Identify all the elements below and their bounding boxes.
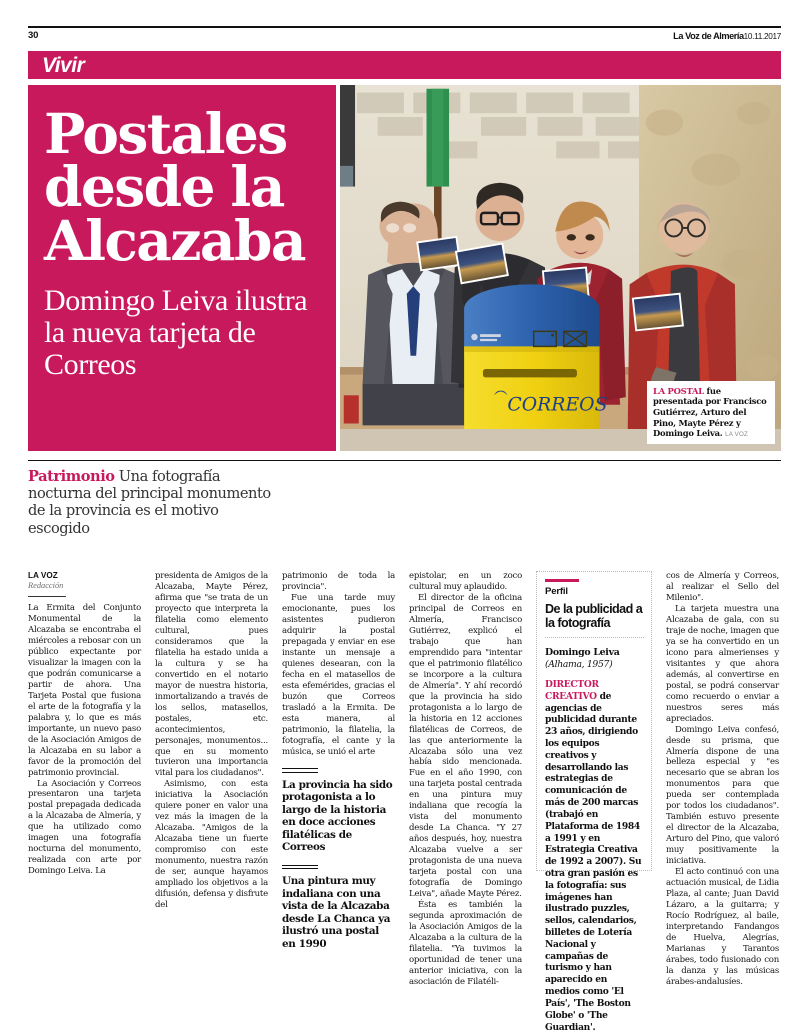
perfil-sidebar: [536, 571, 652, 1033]
paragraph: Domingo Leiva confesó, desde su prisma, que Almería dispone de una belleza especial y "es necesario que se abran los monumentos para que pueda ser contemplada por todos los ciudadanos". También estuvo presente el director de la Alcazaba, Arturo del Pino, que valoró muy positivamente la iniciativa.: [666, 724, 779, 867]
text-column-4: [409, 571, 522, 987]
article-photo: [340, 85, 781, 451]
pullquote-1: [282, 768, 395, 853]
byline-author: LA VOZ: [28, 571, 58, 580]
perfil-role: DIRECTOR CREATIVO: [545, 678, 599, 702]
mailbox: [464, 284, 607, 429]
newspaper-page: [0, 26, 809, 1033]
paragraph: El acto continuó con una actuación musical, de Lidia Plaza, al cante; Juan David Lázaro, a la guitarra; y Rocío Rodríguez, al baile, interpretando Fandangos de Huelva, Alegrías, Marianas y Tarantos árabes, todo fusionado con la danza y las músicas árabes-andalusíes.: [666, 867, 779, 987]
pullquote-rule: [282, 768, 318, 772]
byline-role: Redacción: [28, 581, 64, 590]
text-column-6: [666, 571, 779, 987]
lede-block: [28, 460, 781, 537]
photo-illustration: [340, 85, 781, 429]
paragraph: La Asociación y Correos presentaron una tarjeta postal prepagada dedicada a la Alcazaba de Almería, y que ha utilizado como imagen una fotografía nocturna del monumento, realizada con arte por Domingo Leiva. La: [28, 778, 141, 877]
section-bar: [28, 51, 781, 79]
paragraph: La tarjeta muestra una Alcazaba de gala, con su traje de noche, imagen que ya se ha convertido en un icono para almerienses y visitantes y que ahora además, al convertirse en postal, se podrá conservar como recuerdo o enviar a nuestros seres más apreciados.: [666, 603, 779, 724]
photo-caption-kicker: LA POSTAL: [653, 385, 704, 396]
perfil-person-origin: (Alhama, 1957): [545, 658, 613, 670]
hero-block: [28, 85, 781, 451]
pullquote-text: Una pintura muy indaliana con una vista de la Alcazaba desde La Chanca ya ilustró una postal en 1990: [282, 875, 391, 950]
text-column-2: [155, 571, 268, 911]
text-column-5: [536, 571, 652, 1033]
paragraph: epistolar, en un zoco cultural muy aplaudido.: [409, 571, 522, 592]
text-column-3: [282, 571, 395, 950]
photo-caption: [647, 381, 775, 444]
masthead: [28, 26, 781, 50]
article-columns: [28, 571, 781, 1033]
perfil-person-name: Domingo Leiva: [545, 647, 620, 659]
pullquote-2: [282, 865, 395, 950]
perfil-title: De la publicidad a la fotografía: [545, 602, 643, 631]
paragraph: El director de la oficina principal de Correos en Almería, Francisco Gutiérrez, explicó el trabajo que han emprendido para "intentar que el patrimonio filatélico se incorpore a la cultura de Almería". Y ahí recordó que la provincia ha sido protagonista a lo largo de la historia en 12 acciones filatélicas de Correos, de las que anteriormente la Alcazaba sólo una vez había sido mencionada. Fue en el año 1990, con una tarjeta postal centrada en una pintura muy indaliana que recogía la vista del monumento desde La Chanca. "Y 27 años después, hoy, nuestra Alcazaba vuelve a ser protagonista de una nueva tarjeta postal con una fotografía de Domingo Leiva", añade Mayte Pérez.: [409, 592, 522, 900]
page-title: Postales desde la Alcazaba: [44, 101, 305, 273]
perfil-body: [545, 679, 644, 1033]
lede-body: Una fotografía nocturna del principal monumento de la provincia es el motivo escogido: [28, 468, 271, 537]
subheadline: Domingo Leiva ilustra la nueva tarjeta de Correos: [44, 284, 308, 381]
byline-rule: [28, 596, 66, 597]
headline-panel: [28, 85, 336, 451]
publication-date: 10.11.2017: [743, 31, 781, 41]
paragraph: patrimonio de toda la provincia".: [282, 571, 395, 592]
text-column-1: [28, 571, 141, 877]
masthead-publication-info: [673, 28, 781, 41]
perfil-description: de agencias de publicidad durante 23 años, dirigiendo los equipos creativos y desarrollando las estrategias de comunicación de más de 200 marcas (trabajó en Plataforma de 1984 a 1991 y en Estrategia Creativa de 1992 a 2007). Su otra gran pasión es la fotografía: sus imágenes han ilustrado puzzles, sellos, calendarios, billetes de Lotería Nacional y campañas de turismo y han aparecido en medios como 'El País', 'The Boston Globe' o 'The Guardian'.: [545, 690, 642, 1033]
photo-caption-text: fue presentada por Francisco Gutiérrez, Arturo del Pino, Mayte Pérez y Domingo Leiva.: [653, 385, 767, 439]
pullquote-rule: [282, 865, 318, 869]
lede-tag: Patrimonio: [28, 468, 115, 485]
section-name: Vivir: [42, 53, 85, 77]
publication-name: La Voz de Almería: [673, 30, 744, 41]
perfil-label: Perfil: [545, 586, 568, 597]
paragraph: Asimismo, con esta iniciativa la Asociación quiere poner en valor una vez más la imagen de la Alcazaba. "Amigos de la Alcazaba tiene un fuerte compromiso con este monumento, nuestra razón de ser, aunque hayamos ampliado los objetivos a la difusión, defensa y disfrute del: [155, 779, 268, 911]
paragraph: cos de Almería y Correos, al realizar el Sello del Milenio".: [666, 571, 779, 603]
paragraph: presidenta de Amigos de la Alcazaba, Mayte Pérez, afirma que "se trata de un proyecto que interpreta la filatelia como elemento cultural, pues consideramos que la filatelia ha estado unida a la cultura y se ha convertido en el notario mayor de nuestra historia, inmortalizando a través de los sellos, matasellos, postales, etc. acontecimientos, personajes, monumentos... que en su momento tuvieron una importancia vital para los ciudadanos".: [155, 571, 268, 779]
lede-text: [28, 468, 280, 537]
paragraph: La Ermita del Conjunto Monumental de la Alcazaba se encontraba el miércoles a rebosar con un público expectante por visualizar la imagen con la que podrán comunicarse a partir de ahora. Una Tarjeta Postal que fusiona el arte de la fotografía y la palabra y, lo que es más importante, un nuevo paso de la Asociación Amigos de la Alcazaba en su labor a favor de la promoción del patrimonio provincial.: [28, 603, 141, 778]
photo-credit: LA VOZ: [725, 431, 748, 439]
svg-text:CORREOS: CORREOS: [507, 394, 608, 416]
perfil-separator: [545, 637, 644, 638]
page-folio: 30: [28, 30, 39, 41]
pullquote-text: La provincia ha sido protagonista a lo largo de la historia en doce acciones filatélicas de Correos: [282, 778, 393, 854]
paragraph: Ésta es también la segunda aproximación de la Asociación Amigos de la Alcazaba a la cultura de la filatelia. "Ya tuvimos la oportunidad de tener una anterior iniciativa, con la asociación de Filatéli-: [409, 900, 522, 987]
perfil-accent-rule: [545, 579, 579, 582]
paragraph: Fue una tarde muy emocionante, pues los asistentes pudieron adquirir la postal prepagada y enviar en ese instante un mensaje a quienes desearan, con la fecha en el matasellos de esta efemérides, gracias el buzón que Correos trasladó a la Ermita. De esta manera, al patrimonio, la filatelia, la fotografía, el cante y la música, se unió el arte: [282, 592, 395, 757]
